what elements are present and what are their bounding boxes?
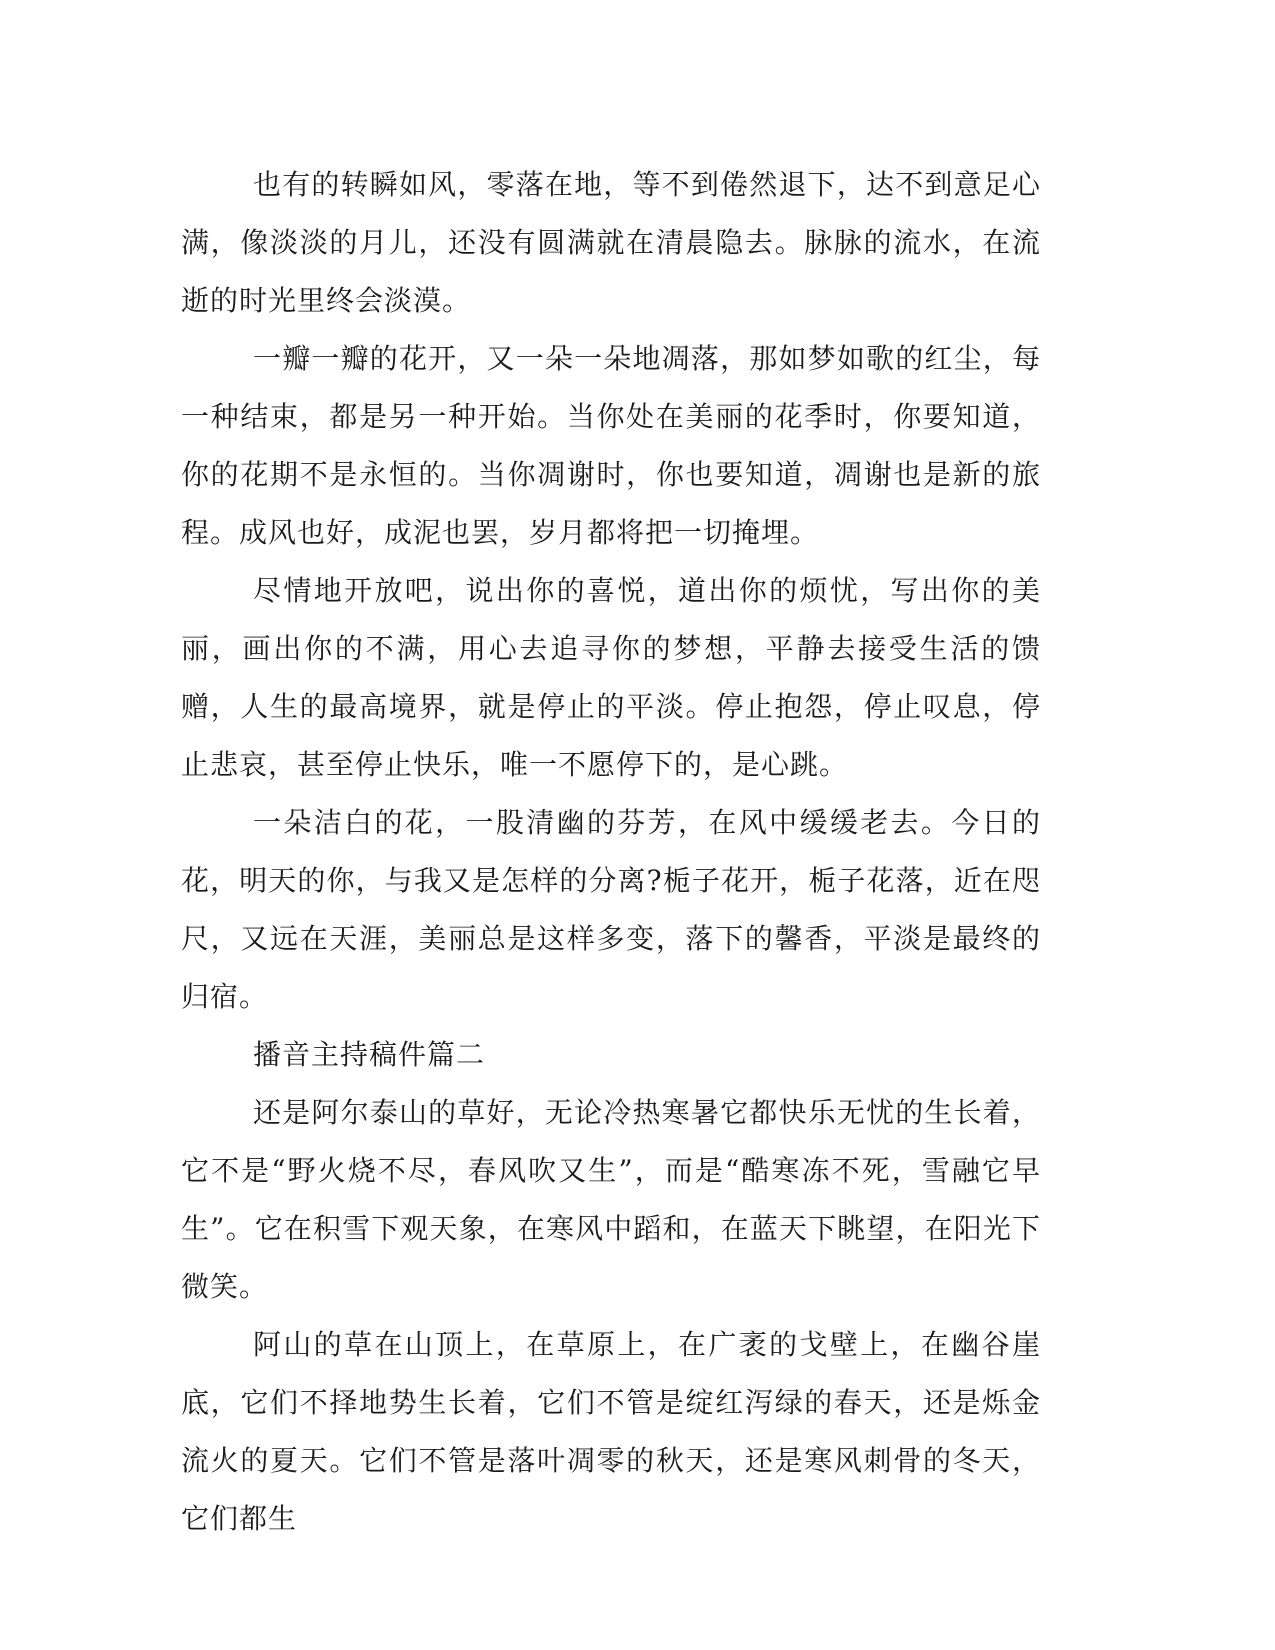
document-body [181, 156, 1041, 1548]
paragraph: 阿山的草在山顶上，在草原上，在广袤的戈壁上，在幽谷崖底，它们不择地势生长着，它们不管是绽红泻绿的春天，还是烁金流火的夏天。它们不管是落叶凋零的秋天，还是寒风刺骨的冬天，它们都生 [181, 1328, 1041, 1535]
paragraph: 一朵洁白的花，一股清幽的芬芳，在风中缓缓老去。今日的花，明天的你，与我又是怎样的分离?栀子花开，栀子花落，近在咫尺，又远在天涯，美丽总是这样多变，落下的馨香，平淡是最终的归宿。 [181, 806, 1041, 1013]
paragraph: 尽情地开放吧，说出你的喜悦，道出你的烦忧，写出你的美丽，画出你的不满，用心去追寻你的梦想，平静去接受生活的馈赠，人生的最高境界，就是停止的平淡。停止抱怨，停止叹息，停止悲哀，甚至停止快乐，唯一不愿停下的，是心跳。 [181, 574, 1041, 781]
paragraph: 还是阿尔泰山的草好，无论冷热寒暑它都快乐无忧的生长着，它不是“野火烧不尽，春风吹又生”，而是“酷寒冻不死，雪融它早生”。它在积雪下观天象，在寒风中蹈和，在蓝天下眺望，在阳光下微笑。 [181, 1096, 1041, 1303]
paragraph: 也有的转瞬如风，零落在地，等不到倦然退下，达不到意足心满，像淡淡的月儿，还没有圆满就在清晨隐去。脉脉的流水，在流逝的时光里终会淡漠。 [181, 168, 1041, 317]
section-heading: 播音主持稿件篇二 [253, 1038, 486, 1071]
paragraph: 一瓣一瓣的花开，又一朵一朵地凋落，那如梦如歌的红尘，每一种结束，都是另一种开始。当你处在美丽的花季时，你要知道，你的花期不是永恒的。当你凋谢时，你也要知道，凋谢也是新的旅程。成风也好，成泥也罢，岁月都将把一切掩埋。 [181, 342, 1041, 549]
